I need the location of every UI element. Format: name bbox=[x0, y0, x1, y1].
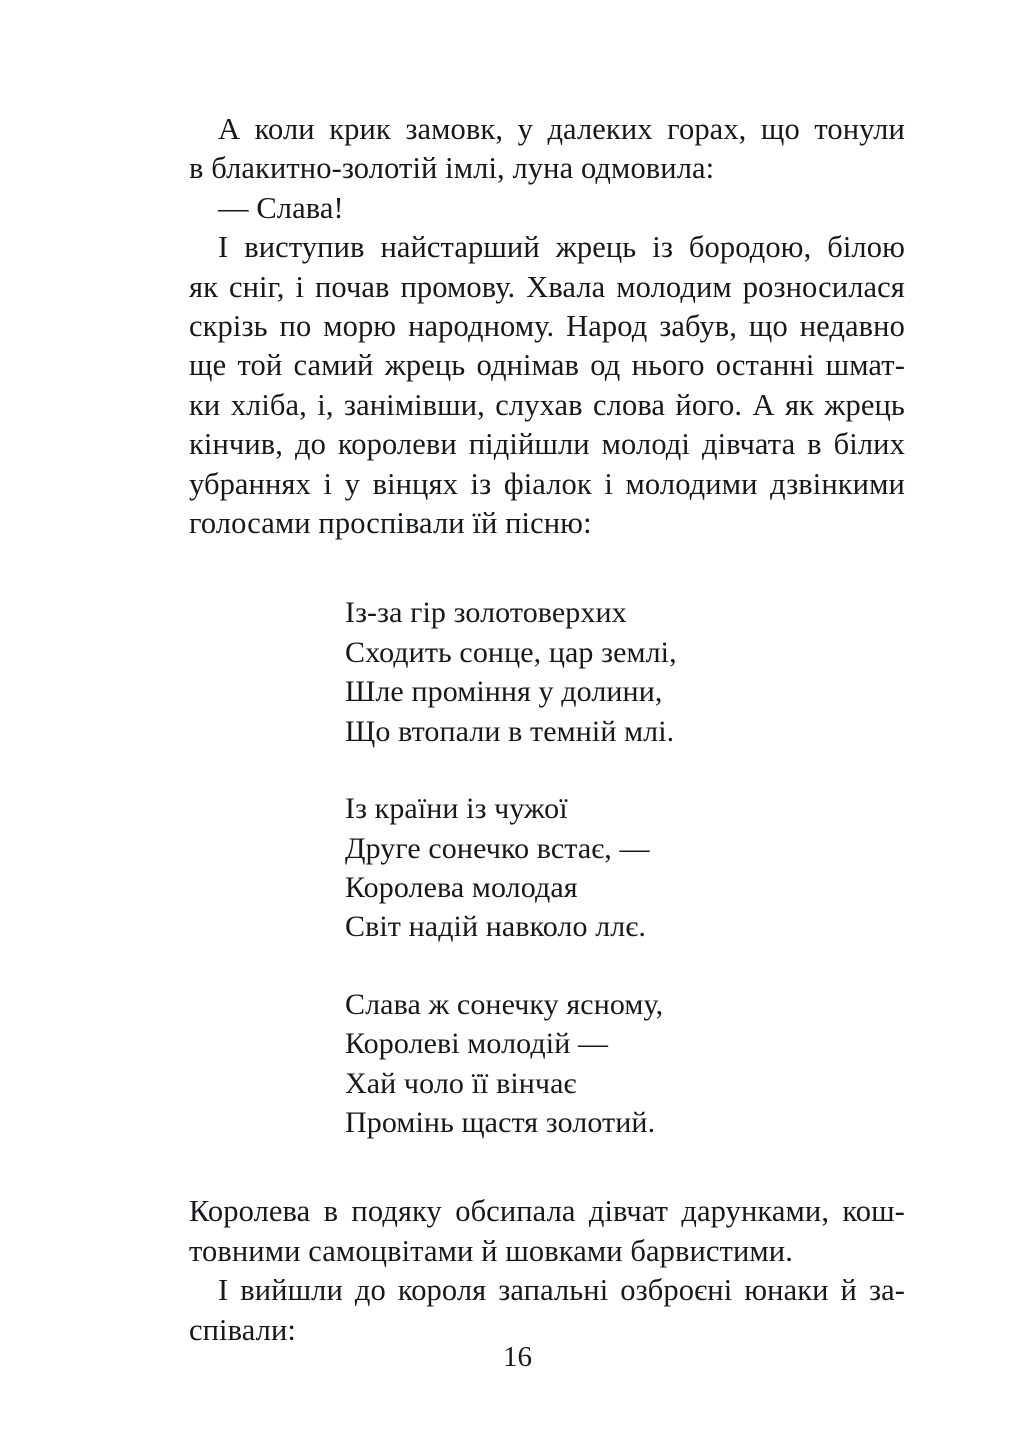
paragraph-4 bbox=[189, 1192, 905, 1271]
poem-line: Що втопали в темній млі. bbox=[345, 714, 675, 748]
text-line: скрізь по морю народному. Народ забув, що недавно bbox=[189, 309, 905, 344]
poem-line: Промінь щастя золотий. bbox=[345, 1105, 656, 1139]
spacer bbox=[345, 751, 905, 789]
text-line: кінчив, до королеви підійшли молоді дівчата в білих bbox=[189, 427, 905, 462]
paragraph-5 bbox=[189, 1271, 905, 1350]
poem-line: Королева молодая bbox=[345, 870, 578, 904]
text-line: А коли крик замовк, у далеких горах, що тонули bbox=[218, 112, 905, 146]
poem-line: Із країни із чужої bbox=[345, 792, 568, 826]
paragraph-3 bbox=[189, 228, 905, 543]
page-number: 16 bbox=[503, 1341, 532, 1373]
poem-line: Шле проміння у долини, bbox=[345, 675, 663, 709]
poem-stanza-2 bbox=[345, 789, 905, 947]
poem-line: Сходить сонце, цар землі, bbox=[345, 635, 677, 669]
text-line: ще той самий жрець однімав од нього останні шмат- bbox=[189, 348, 905, 383]
spacer bbox=[189, 543, 905, 593]
page-text-block bbox=[189, 110, 905, 1350]
spacer bbox=[189, 1142, 905, 1192]
paragraph-1 bbox=[189, 110, 905, 189]
poem-line: Хай чоло її вінчає bbox=[345, 1066, 577, 1100]
poem-line: Слава ж сонечку ясному, bbox=[345, 987, 664, 1021]
text-line: — Слава! bbox=[218, 190, 344, 225]
poem-line: Світ надій навколо ллє. bbox=[345, 910, 646, 944]
poem-line: Королеві молодій — bbox=[345, 1027, 609, 1061]
poem-stanza-3 bbox=[345, 985, 905, 1143]
text-line: в блакитно-золотій імлі, луна одмовила: bbox=[189, 151, 715, 186]
text-line: Королева в подяку обсипала дівчат дарунками, кош- bbox=[189, 1194, 905, 1229]
paragraph-2-dialogue bbox=[189, 189, 905, 228]
text-line: голосами проспівали їй пісню: bbox=[189, 506, 592, 541]
poem bbox=[189, 593, 905, 1142]
text-line: товними самоцвітами й шовками барвистими. bbox=[189, 1233, 793, 1268]
text-line: ки хліба, і, занімівши, слухав слова його. А як жрець bbox=[189, 387, 905, 422]
text-line: убраннях і у вінцях із фіалок і молодими дзвінкими bbox=[189, 466, 905, 501]
text-line: як сніг, і почав промову. Хвала молодим розносилася bbox=[189, 269, 905, 304]
poem-line: Із-за гір золотоверхих bbox=[345, 596, 627, 630]
poem-line: Друге сонечко встає, — bbox=[345, 831, 650, 865]
text-line: І вийшли до короля запальні озброєні юнаки й за- bbox=[218, 1273, 905, 1308]
text-line: співали: bbox=[189, 1312, 296, 1347]
text-line: І виступив найстарший жрець із бородою, білою bbox=[218, 230, 905, 265]
spacer bbox=[345, 947, 905, 985]
poem-stanza-1 bbox=[345, 593, 905, 751]
